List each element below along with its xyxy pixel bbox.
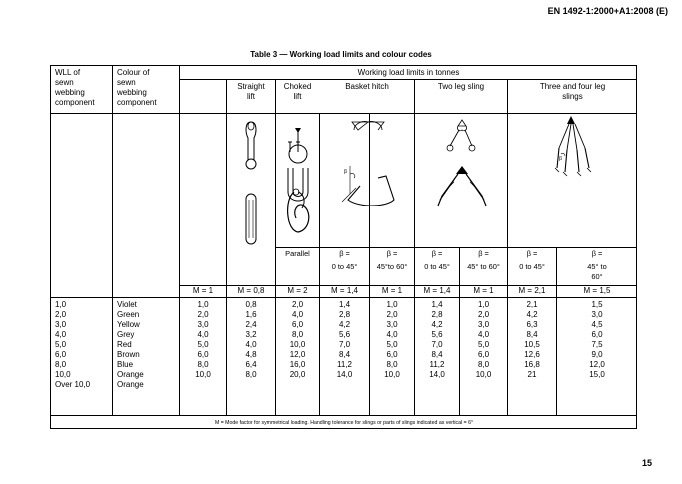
mode-factor: M = 1	[473, 286, 494, 295]
working-load-table	[50, 65, 637, 429]
mode-factor: M = 1	[192, 286, 214, 295]
mode-factor: M = 2	[287, 286, 308, 295]
colour-header: Colour of sewn webbing component	[117, 68, 157, 107]
mode-factor: M = 1,4	[331, 286, 358, 295]
straight-lift-illustration	[233, 116, 269, 246]
grid-line	[51, 297, 637, 298]
table-title: Table 3 — Working load limits and colour codes	[250, 50, 432, 59]
value-column-three-four-0-45: 2,1 4,2 6,3 8,4 10,5 12,6 16,8 21	[524, 300, 540, 379]
grid-line	[179, 79, 637, 80]
two-leg-illustration	[426, 116, 498, 216]
wll-header: WLL of sewn webbing component	[55, 68, 95, 107]
value-column-choked: 0,8 1,6 2,4 3,2 4,0 4,8 6,4 8,0	[245, 300, 257, 379]
basket-parallel-illustration	[280, 138, 316, 208]
two-leg-angle-45-60: β = 45° to 60°	[467, 249, 500, 271]
basket-angle-0-45: β = 0 to 45°	[331, 249, 358, 271]
basket-angled-illustration	[328, 116, 408, 206]
value-column-three-four-45-60: 1,5 3,0 4,5 6,0 7,5 9,0 12,0 15,0	[589, 300, 605, 379]
two-leg-angle-0-45: β = 0 to 45°	[424, 249, 450, 271]
three-four-angle-0-45: β = 0 to 45°	[519, 249, 545, 271]
page-number: 15	[641, 458, 652, 468]
working-load-header: Working load limits in tonnes	[357, 68, 460, 77]
choked-lift-header: Choked lift	[283, 82, 312, 101]
grid-line	[112, 66, 113, 415]
straight-lift-header: Straight lift	[237, 82, 265, 101]
three-four-beta-label: β	[559, 156, 562, 162]
wll-column: 1,0 2,0 3,0 4,0 5,0 6,0 8,0 10,0 Over 10,0	[55, 300, 91, 389]
grid-line	[51, 415, 637, 416]
grid-line	[275, 247, 637, 248]
basket-beta-label: β	[344, 169, 347, 175]
two-leg-header: Two leg sling	[437, 82, 485, 91]
value-column-basket-0-45: 1,4 2,8 4,2 5,6 7,0 8,4 11,2 14,0	[336, 300, 353, 379]
three-four-leg-illustration	[535, 114, 607, 178]
mode-factor: M = 0,8	[237, 286, 265, 295]
basket-angle-45-60: β = 45°to 60°	[376, 249, 408, 271]
table-footnote: M = Mode factor for symmetrical loading. Handling tolerance for slings or parts of slings indicated as vertical = 6°	[214, 420, 474, 426]
value-column-basket-parallel: 2,0 4,0 6,0 8,0 10,0 12,0 16,0 20,0	[289, 300, 306, 379]
mode-factor: M = 1,5	[583, 286, 611, 295]
mode-factor: M = 1	[381, 286, 403, 295]
mode-factor: M = 2,1	[518, 286, 546, 295]
basket-hitch-header: Basket hitch	[345, 82, 389, 91]
document-reference: EN 1492-1:2000+A1:2008 (E)	[547, 6, 668, 16]
value-column-two-leg-0-45: 1,4 2,8 4,2 5,6 7,0 8,4 11,2 14,0	[429, 300, 445, 379]
value-column-two-leg-45-60: 1,0 2,0 3,0 4,0 5,0 6,0 8,0 10,0	[475, 300, 492, 379]
colour-column: Violet Green Yellow Grey Red Brown Blue Orange Orange	[117, 300, 144, 389]
value-column-basket-45-60: 1,0 2,0 3,0 4,0 5,0 6,0 8,0 10,0	[384, 300, 400, 379]
value-column-straight: 1,0 2,0 3,0 4,0 5,0 6,0 8,0 10,0	[195, 300, 211, 379]
parallel-label: Parallel	[285, 249, 310, 258]
mode-factor: M = 1,4	[423, 286, 451, 295]
three-four-angle-45-60: β = 45° to 60°	[587, 249, 607, 281]
three-four-leg-header: Three and four leg slings	[539, 82, 606, 101]
